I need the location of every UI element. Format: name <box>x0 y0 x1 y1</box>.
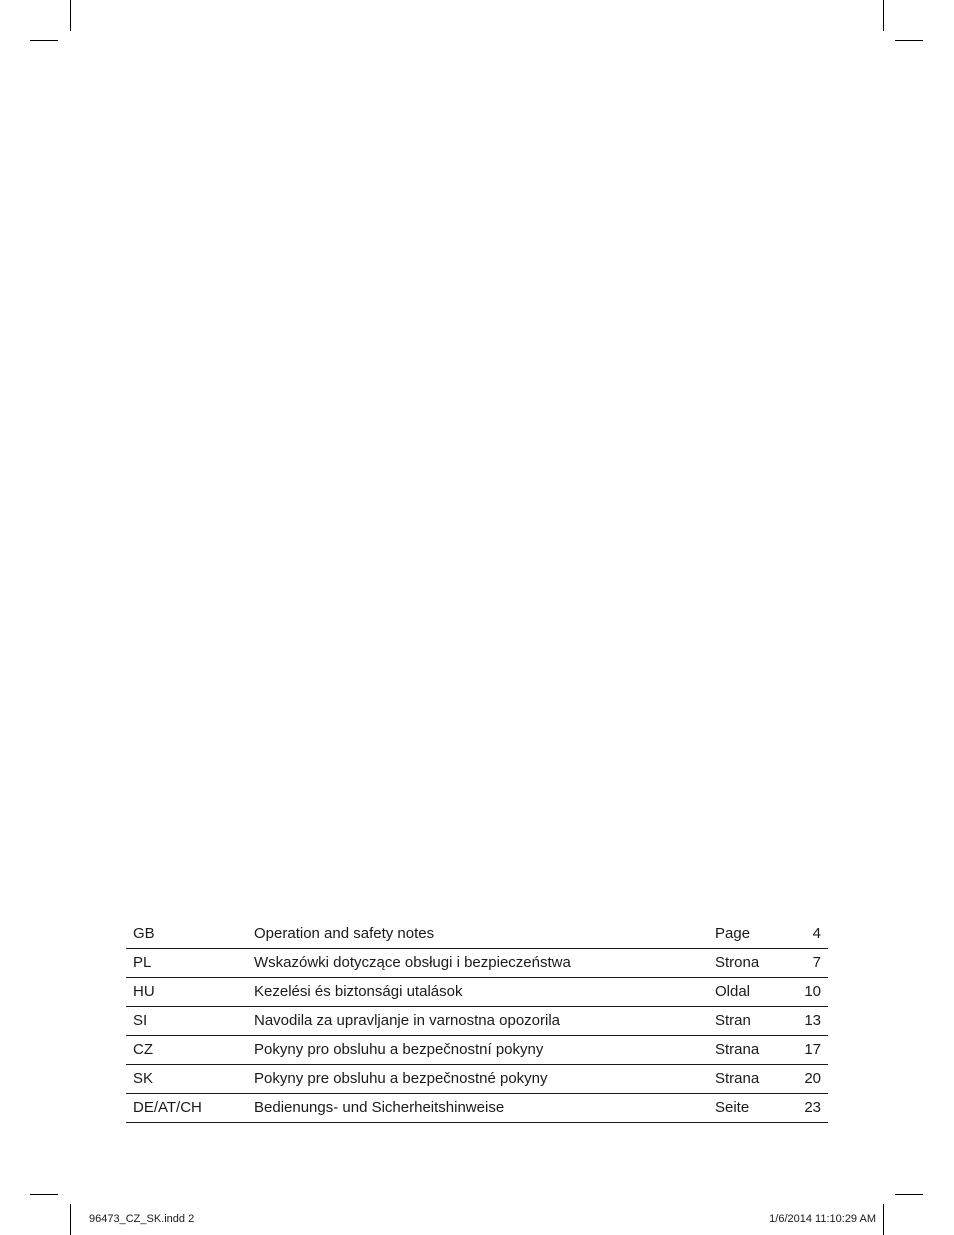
language-code: GB <box>133 925 155 942</box>
section-title: Pokyny pro obsluhu a bezpečnostní pokyny <box>254 1041 544 1058</box>
crop-mark-top-left-horizontal <box>30 40 58 41</box>
page-number: 20 <box>804 1070 821 1087</box>
toc-row-pl[interactable] <box>126 949 828 978</box>
slug-datetime: 1/6/2014 11:10:29 AM <box>769 1213 876 1225</box>
page-word: Strana <box>715 1041 760 1058</box>
page-number: 4 <box>812 925 821 942</box>
language-code: SI <box>133 1012 148 1029</box>
toc-row-gb[interactable] <box>126 920 828 949</box>
crop-mark-bottom-right-horizontal <box>895 1194 923 1195</box>
toc-row-sk[interactable] <box>126 1065 828 1094</box>
crop-mark-bottom-left-horizontal <box>30 1194 58 1195</box>
crop-mark-top-left-vertical <box>70 0 71 31</box>
toc-row-si[interactable] <box>126 1007 828 1036</box>
page-number: 17 <box>804 1041 821 1058</box>
page-number: 7 <box>812 954 821 971</box>
section-title: Navodila za upravljanje in varnostna opozorila <box>254 1012 561 1029</box>
page-word: Strana <box>715 1070 760 1087</box>
section-title: Pokyny pre obsluhu a bezpečnostné pokyny <box>254 1070 548 1087</box>
crop-mark-bottom-right-vertical <box>883 1204 884 1235</box>
page-word: Page <box>715 925 751 942</box>
page-word: Oldal <box>715 983 751 1000</box>
section-title: Bedienungs- und Sicherheitshinweise <box>254 1099 505 1116</box>
page-number: 10 <box>804 983 821 1000</box>
slug-filename: 96473_CZ_SK.indd 2 <box>89 1213 195 1225</box>
page-word: Strona <box>715 954 760 971</box>
page-word: Stran <box>715 1012 751 1029</box>
language-code: HU <box>133 983 155 1000</box>
crop-mark-bottom-left-vertical <box>70 1204 71 1235</box>
section-title: Kezelési és biztonsági utalások <box>254 983 463 1000</box>
toc-row-de-at-ch[interactable] <box>126 1094 828 1123</box>
section-title: Wskazówki dotyczące obsługi i bezpieczeństwa <box>254 954 571 971</box>
language-code: SK <box>133 1070 154 1087</box>
page-word: Seite <box>715 1099 750 1116</box>
page-number: 13 <box>804 1012 821 1029</box>
page-number: 23 <box>804 1099 821 1116</box>
crop-mark-top-right-horizontal <box>895 40 923 41</box>
language-index-table <box>126 920 828 1123</box>
toc-row-cz[interactable] <box>126 1036 828 1065</box>
language-code: DE/AT/CH <box>133 1099 202 1116</box>
language-code: CZ <box>133 1041 153 1058</box>
toc-row-hu[interactable] <box>126 978 828 1007</box>
section-title: Operation and safety notes <box>254 925 435 942</box>
crop-mark-top-right-vertical <box>883 0 884 31</box>
language-code: PL <box>133 954 152 971</box>
